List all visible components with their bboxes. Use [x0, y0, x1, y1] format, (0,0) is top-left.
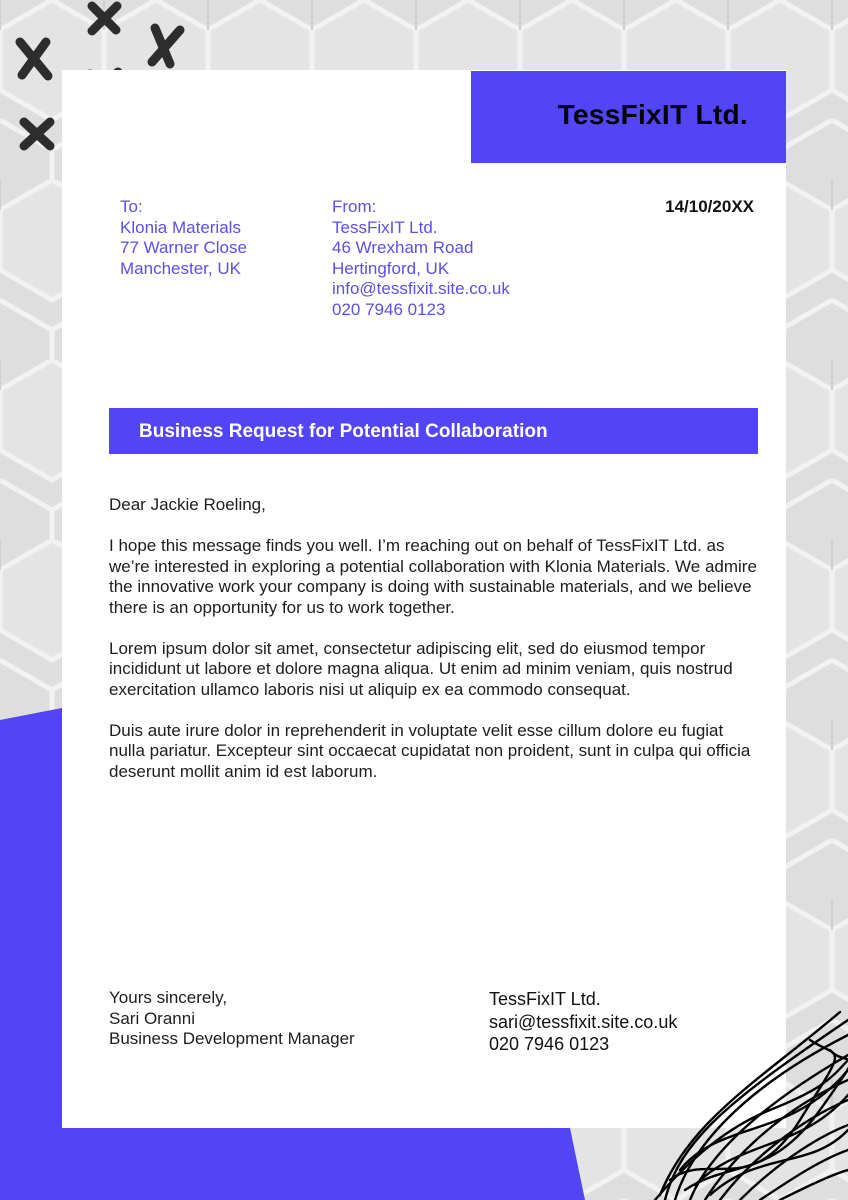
letter-date: 14/10/20XX [665, 197, 754, 216]
sender-address [332, 197, 510, 320]
company-name: TessFixIT Ltd. [557, 99, 748, 130]
body-paragraph: Lorem ipsum dolor sit amet, consectetur adipiscing elit, sed do eiusmod tempor incididunt ut labore et dolore magna aliqua. Ut enim ad minim veniam, quis nostrud exercitation ullamco laboris nisi ut aliquip ex ea commodo consequat. [109, 638, 733, 699]
signer-title: Business Development Manager [109, 1029, 355, 1048]
sender-line: TessFixIT Ltd. [332, 217, 438, 237]
sender-email: info@tessfixit.site.co.uk [332, 279, 510, 298]
letter-body [109, 495, 759, 803]
recipient-line: Klonia Materials [120, 217, 241, 237]
recipient-line: 77 Warner Close [120, 238, 247, 257]
greeting: Dear Jackie Roeling, [109, 495, 266, 514]
sender-phone: 020 7946 0123 [332, 299, 446, 319]
recipient-address [120, 197, 247, 279]
signer-name: Sari Oranni [109, 1008, 195, 1028]
subject-bar [109, 408, 758, 454]
decorative-scribble [650, 1000, 848, 1200]
sender-line: Hertingford, UK [332, 258, 450, 278]
body-paragraph: Duis aute irure dolor in reprehenderit in voluptate velit esse cillum dolore eu fugiat nulla pariatur. Excepteur sint occaecat cupidatat non proident, sunt in culpa qui officia deserunt mollit anim id est laborum. [109, 720, 751, 781]
sender-label: From: [332, 197, 377, 216]
recipient-line: Manchester, UK [120, 258, 241, 278]
footer-phone: 020 7946 0123 [489, 1034, 610, 1054]
valediction: Yours sincerely, [109, 988, 228, 1007]
footer-company: TessFixIT Ltd. [489, 989, 601, 1009]
body-paragraph: I hope this message finds you well. I’m reaching out on behalf of TessFixIT Ltd. as we’re interested in exploring a potential collaboration with Klonia Materials. We admire the innovative work your company is doing with sustainable materials, and we believe there is an opportunity for us to work together. [109, 536, 757, 617]
footer-email: sari@tessfixit.site.co.uk [489, 1011, 678, 1032]
sender-line: 46 Wrexham Road [332, 238, 474, 257]
brand-header-box [471, 71, 786, 163]
recipient-label: To: [120, 197, 143, 216]
subject-title: Business Request for Potential Collaboration [139, 421, 548, 442]
closing-block [109, 988, 355, 1050]
